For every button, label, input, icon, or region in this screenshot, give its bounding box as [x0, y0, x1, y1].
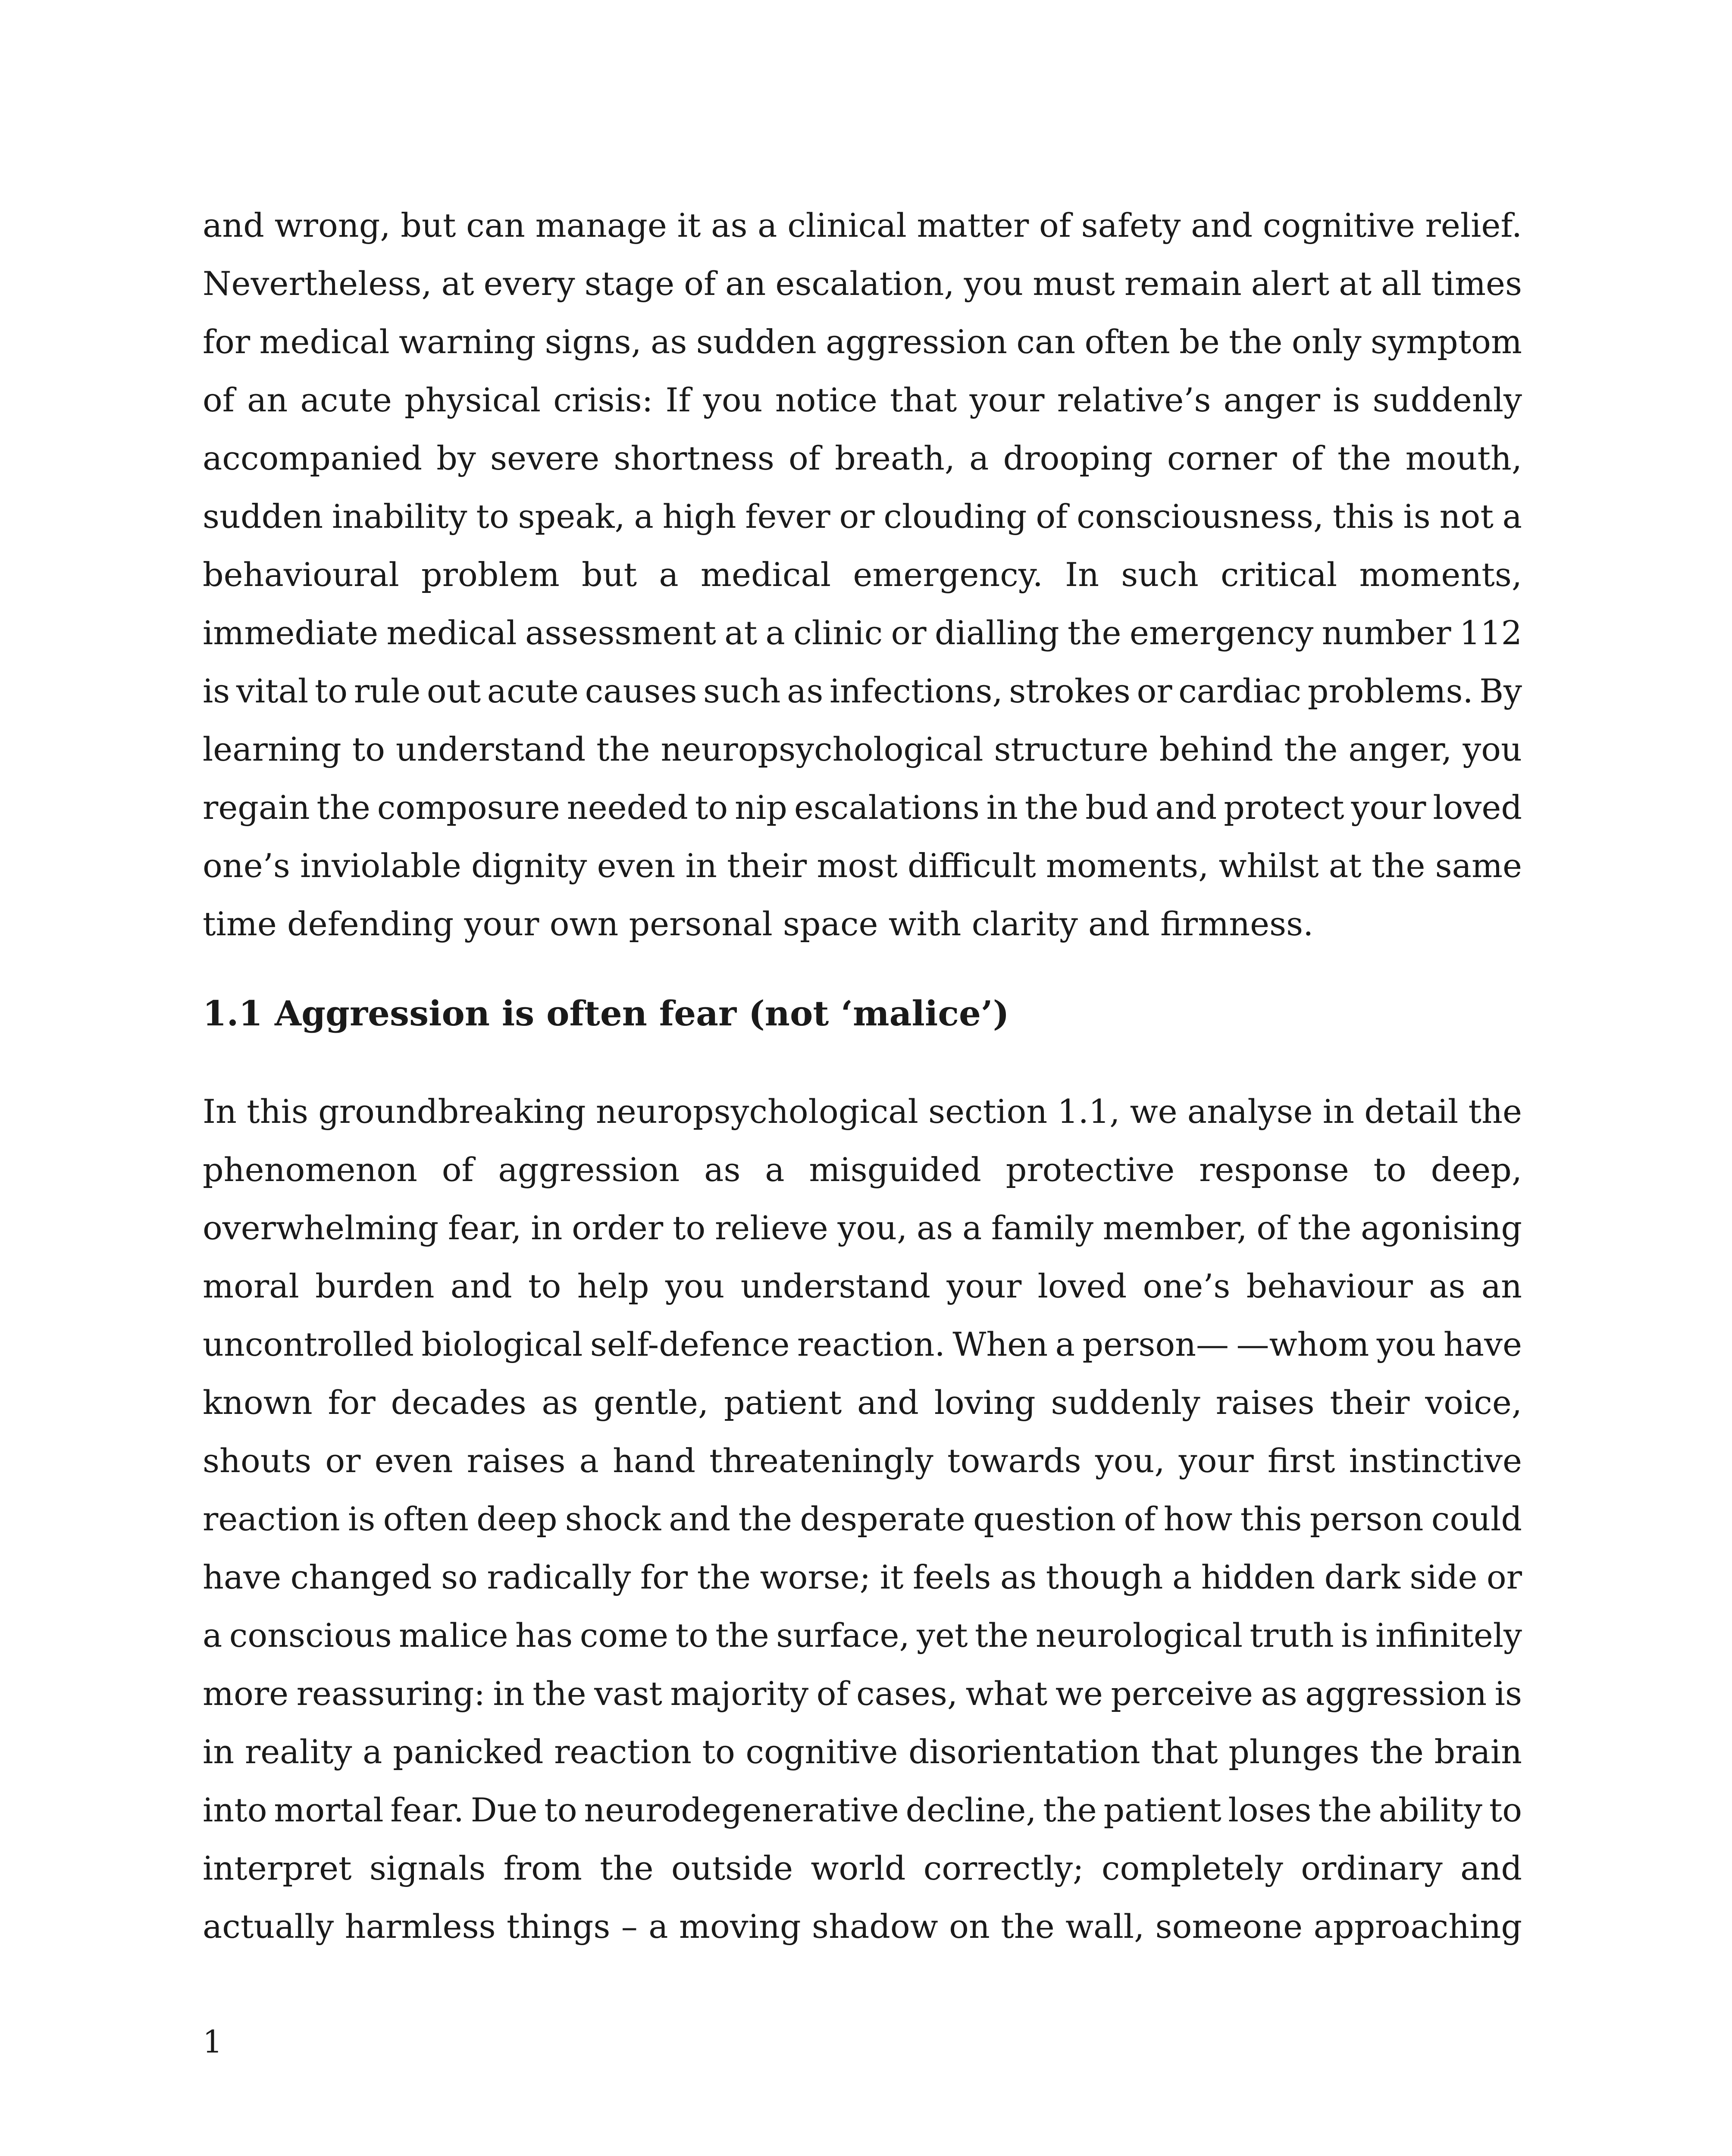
spacer	[203, 1041, 1522, 1082]
paragraph-2-line: known for decades as gentle, patient and loving suddenly raises their voice,	[203, 1383, 1522, 1422]
paragraph-2-line: In this groundbreaking neuropsychological section 1.1, we analyse in detail the	[203, 1092, 1522, 1131]
paragraph-2-line: shouts or even raises a hand threateningly towards you, your first instinctive	[203, 1442, 1522, 1480]
paragraph-1-line: is vital to rule out acute causes such as infections, strokes or cardiac problems. By	[203, 672, 1522, 710]
paragraph-2-line: moral burden and to help you understand your loved one’s behaviour as an	[203, 1267, 1522, 1305]
paragraph-2	[203, 1082, 1522, 1955]
paragraph-1-line: one’s inviolable dignity even in their most difficult moments, whilst at the same	[203, 846, 1522, 885]
paragraph-1-line: time defending your own personal space with clarity and firmness.	[203, 905, 1314, 943]
paragraph-1-line: of an acute physical crisis: If you notice that your relative’s anger is suddenly	[203, 381, 1522, 419]
paragraph-2-line: a conscious malice has come to the surface, yet the neurological truth is infinitely	[203, 1616, 1522, 1655]
page-content	[203, 196, 1522, 1955]
paragraph-2-line: have changed so radically for the worse; it feels as though a hidden dark side or	[203, 1558, 1522, 1596]
paragraph-2-line: interpret signals from the outside world correctly; completely ordinary and	[203, 1849, 1522, 1887]
paragraph-1	[203, 196, 1522, 953]
paragraph-2-line: phenomenon of aggression as a misguided protective response to deep,	[203, 1150, 1522, 1189]
paragraph-1-line: for medical warning signs, as sudden aggression can often be the only symptom	[203, 323, 1522, 361]
section-heading: 1.1 Aggression is often fear (not ‘malice’)	[203, 993, 1009, 1034]
paragraph-1-line: behavioural problem but a medical emergency. In such critical moments,	[203, 555, 1522, 594]
paragraph-2-line: more reassuring: in the vast majority of cases, what we perceive as aggression is	[203, 1674, 1522, 1713]
paragraph-2-line: uncontrolled biological self-defence reaction. When a person— —whom you have	[203, 1325, 1522, 1363]
paragraph-2-line: in reality a panicked reaction to cognitive disorientation that plunges the brain	[203, 1733, 1522, 1771]
paragraph-1-line: and wrong, but can manage it as a clinical matter of safety and cognitive relief.	[203, 206, 1522, 244]
paragraph-2-line: overwhelming fear, in order to relieve you, as a family member, of the agonising	[203, 1209, 1522, 1247]
page-number: 1	[203, 2024, 222, 2060]
paragraph-1-line: sudden inability to speak, a high fever or clouding of consciousness, this is not a	[203, 497, 1522, 536]
paragraph-2-line: into mortal fear. Due to neurodegenerative decline, the patient loses the ability to	[203, 1791, 1522, 1829]
paragraph-2-line: actually harmless things – a moving shadow on the wall, someone approaching	[203, 1907, 1522, 1946]
paragraph-1-line: Nevertheless, at every stage of an escalation, you must remain alert at all times	[203, 264, 1522, 303]
paragraph-1-line: immediate medical assessment at a clinic or dialling the emergency number 112	[203, 614, 1522, 652]
paragraph-1-line: regain the composure needed to nip escalations in the bud and protect your loved	[203, 788, 1522, 827]
paragraph-1-line: accompanied by severe shortness of breath, a drooping corner of the mouth,	[203, 439, 1522, 477]
spacer	[203, 953, 1522, 985]
paragraph-2-line: reaction is often deep shock and the desperate question of how this person could	[203, 1500, 1522, 1538]
paragraph-1-line: learning to understand the neuropsychological structure behind the anger, you	[203, 730, 1522, 768]
